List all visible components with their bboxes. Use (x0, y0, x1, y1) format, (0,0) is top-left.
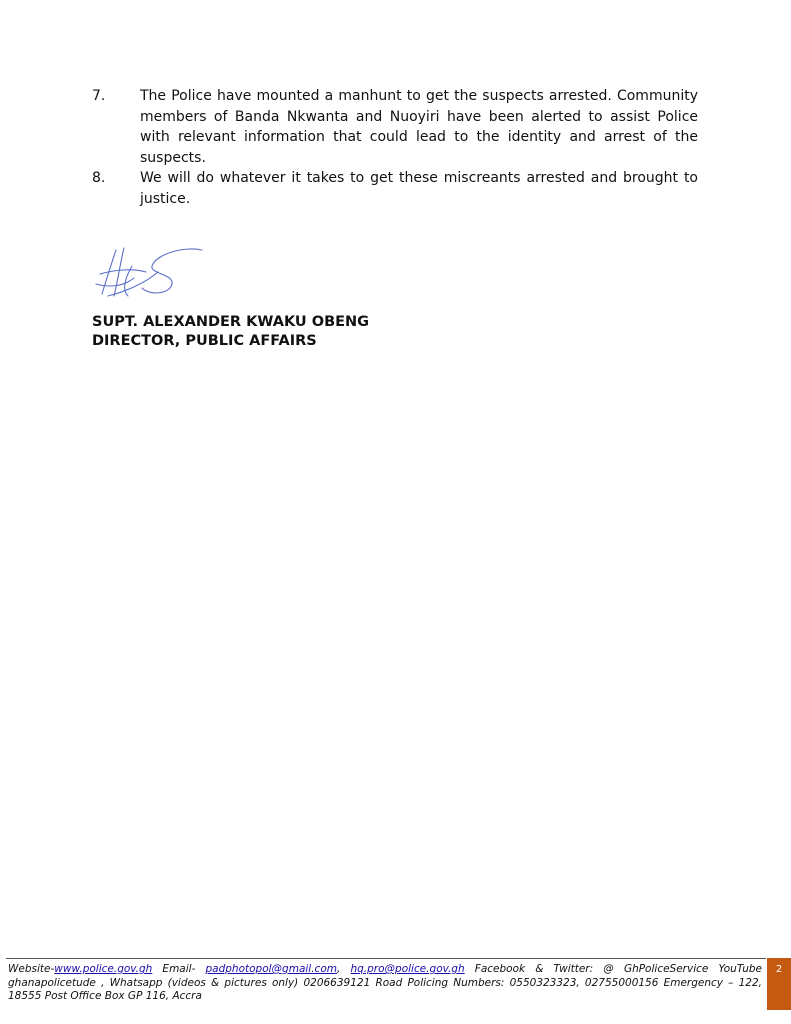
paragraph-text: The Police have mounted a manhunt to get the suspects arrested. Community members of Banda Nkwanta and Nuoyiri have been alerted to assist Police with relevant information that could lead to the identity and arrest of the suspects. (140, 88, 698, 166)
paragraph-number: 8. (92, 170, 106, 186)
website-link[interactable]: www.police.gov.gh (54, 963, 153, 975)
paragraph-text: We will do whatever it takes to get these miscreants arrested and brought to justice. (140, 170, 698, 207)
paragraph-7 (92, 86, 698, 168)
footer-details: Facebook & Twitter: @ GhPoliceService YouTube ghanapolicetude , Whatsapp (videos & pictures only) 0206639121 Road Policing Numbers: 0550323323, 02755000156 Emergency – 122, 18555 Post Office Box GP 116, Accra (8, 963, 762, 1002)
footer-contact-info (8, 963, 762, 1004)
email-label: Email- (152, 963, 206, 975)
signature-image (94, 244, 204, 300)
signatory-name: SUPT. ALEXANDER KWAKU OBENG (92, 314, 370, 330)
email-link-secondary[interactable]: hq.pro@police.gov.gh (350, 963, 465, 975)
paragraph-number: 7. (92, 88, 106, 104)
email-separator: , (336, 963, 351, 975)
paragraph-8 (92, 168, 698, 209)
footer-divider (6, 958, 766, 959)
email-link-primary[interactable]: padphotopol@gmail.com (205, 963, 337, 975)
website-label: Website- (8, 963, 55, 975)
signatory-title: DIRECTOR, PUBLIC AFFAIRS (92, 333, 317, 349)
page-number-badge: 2 (767, 958, 791, 1010)
